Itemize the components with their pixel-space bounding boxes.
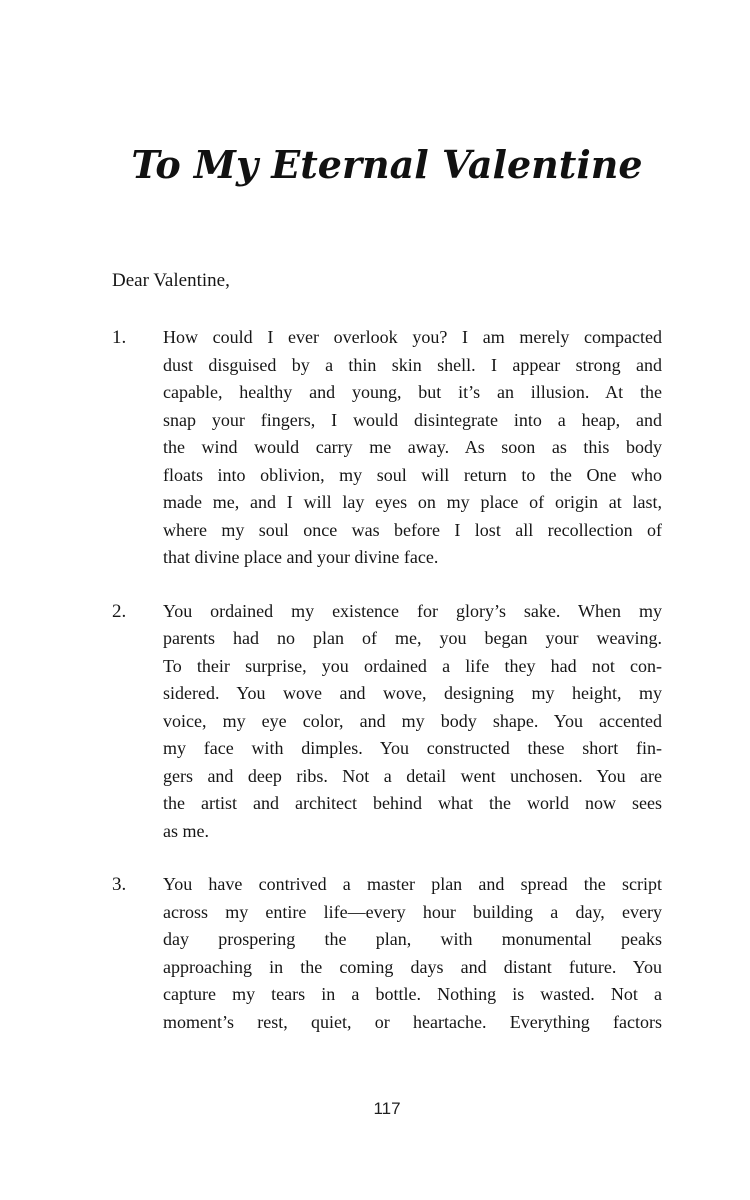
text-line: that divine place and your divine face. xyxy=(163,547,439,568)
text-line: To their surprise, you ordained a life they had not con- xyxy=(163,655,662,676)
text-line: across my entire life—every hour building a day, every xyxy=(163,901,662,922)
page-number: 117 xyxy=(373,1099,401,1118)
text-line: How could I ever overlook you? I am merely compacted xyxy=(163,327,662,348)
item-body xyxy=(163,324,662,572)
letter-list xyxy=(112,324,662,1036)
text-line: day prospering the plan, with monumental peaks xyxy=(163,929,662,950)
text-line: the wind would carry me away. As soon as this body xyxy=(163,437,662,458)
item-body xyxy=(163,598,662,846)
text-line: sidered. You wove and wove, designing my height, my xyxy=(163,683,662,704)
item-body xyxy=(163,871,662,1036)
list-item xyxy=(112,871,662,1036)
text-line: the artist and architect behind what the world now sees xyxy=(163,793,662,814)
text-line: as me. xyxy=(163,820,209,841)
item-number: 1. xyxy=(112,327,127,349)
text-line: floats into oblivion, my soul will return to the One who xyxy=(163,464,662,485)
text-line: gers and deep ribs. Not a detail went unchosen. You are xyxy=(163,765,662,786)
text-line: dust disguised by a thin skin shell. I appear strong and xyxy=(163,354,662,375)
text-line: parents had no plan of me, you began your weaving. xyxy=(163,628,662,649)
text-line: where my soul once was before I lost all recollection of xyxy=(163,519,662,540)
text-line: capture my tears in a bottle. Nothing is wasted. Not a xyxy=(163,984,662,1005)
page-title: To My Eternal Valentine xyxy=(131,142,643,187)
salutation: Dear Valentine, xyxy=(112,269,230,291)
list-item xyxy=(112,598,662,846)
list-item xyxy=(112,324,662,572)
item-number: 2. xyxy=(112,600,127,622)
text-line: You ordained my existence for glory’s sake. When my xyxy=(163,600,662,621)
text-line: approaching in the coming days and distant future. You xyxy=(163,956,662,977)
text-line: my face with dimples. You constructed these short fin- xyxy=(163,738,662,759)
text-line: capable, healthy and young, but it’s an illusion. At the xyxy=(163,382,662,403)
text-line: snap your fingers, I would disintegrate into a heap, and xyxy=(163,409,662,430)
text-line: moment’s rest, quiet, or heartache. Everything factors xyxy=(163,1011,662,1032)
text-line: voice, my eye color, and my body shape. You accented xyxy=(163,710,662,731)
text-line: made me, and I will lay eyes on my place of origin at last, xyxy=(163,492,662,513)
item-number: 3. xyxy=(112,874,127,896)
text-line: You have contrived a master plan and spread the script xyxy=(163,874,662,895)
